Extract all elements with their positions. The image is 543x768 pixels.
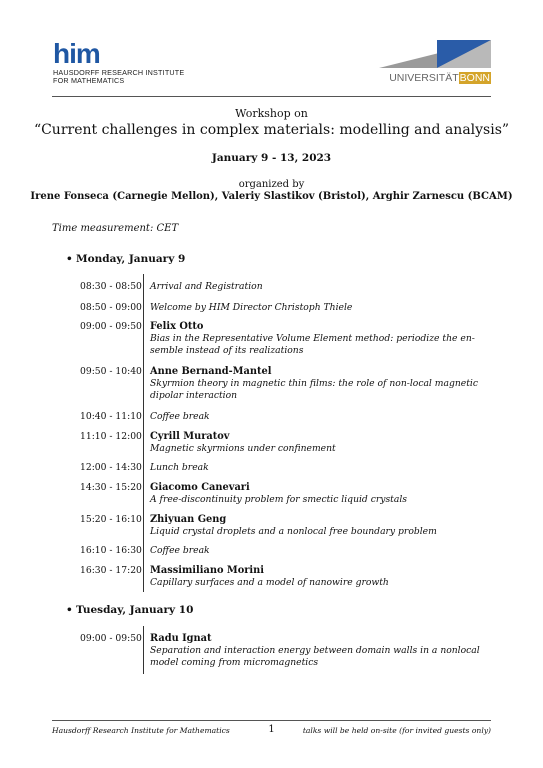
- entry-time: 12:00 - 14:30: [80, 462, 142, 473]
- entry-speaker: Zhiyuan Geng: [150, 514, 227, 525]
- day-heading-monday: [66, 253, 185, 266]
- day-heading-tuesday: [66, 604, 193, 617]
- entry-speaker: Felix Otto: [150, 321, 204, 332]
- footer-note: talks will be held on-site (for invited guests only): [302, 726, 491, 735]
- talk-title-line: Separation and interaction energy between domain walls in a nonlocal: [150, 645, 480, 656]
- workshop-title: “Current challenges in complex materials: modelling and analysis”: [33, 122, 510, 138]
- bullet-icon: •: [66, 253, 73, 265]
- talk-title-line: Magnetic skyrmions under confinement: [150, 443, 336, 454]
- entry-speaker: Massimiliano Morini: [150, 565, 264, 576]
- him-logo-subtitle: [53, 69, 184, 86]
- talk-title-line: semble instead of its realizations: [150, 345, 304, 356]
- entry-speaker: Anne Bernand-Mantel: [150, 366, 272, 377]
- entry-speaker: Giacomo Canevari: [150, 482, 250, 493]
- entry-title: Coffee break: [150, 411, 210, 422]
- entry-time: 11:10 - 12:00: [80, 431, 142, 442]
- entry-time: 09:00 - 09:50: [80, 633, 142, 644]
- schedule-divider-tuesday: [143, 626, 144, 674]
- organizers-list: Irene Fonseca (Carnegie Mellon), Valeriy Slastikov (Bristol), Arghir Zarnescu (BCAM): [30, 191, 513, 202]
- entry-time: 08:30 - 08:50: [80, 281, 142, 292]
- him-logo-line-2: FOR MATHEMATICS: [53, 76, 125, 86]
- entry-title: Coffee break: [150, 545, 210, 556]
- bonn-logo-text-prefix: UNIVERSITÄT: [389, 72, 459, 84]
- header-divider: [52, 96, 491, 97]
- entry-speaker: Radu Ignat: [150, 633, 212, 644]
- entry-speaker: Cyrill Muratov: [150, 431, 230, 442]
- organized-by-label: organized by: [238, 179, 305, 190]
- talk-title-line: Capillary surfaces and a model of nanowire growth: [150, 577, 389, 588]
- him-logo-word: him: [53, 38, 100, 69]
- entry-title: Welcome by HIM Director Christoph Thiele: [150, 302, 353, 313]
- university-bonn-logo: [379, 40, 491, 84]
- day-heading-text: Tuesday, January 10: [76, 604, 194, 616]
- talk-title-line: Liquid crystal droplets and a nonlocal free boundary problem: [150, 526, 437, 537]
- entry-time: 15:20 - 16:10: [80, 514, 142, 525]
- page-number: 1: [268, 724, 275, 735]
- workshop-dates: January 9 - 13, 2023: [211, 152, 332, 164]
- talk-title-line: Skyrmion theory in magnetic thin films: the role of non-local magnetic: [150, 378, 478, 389]
- time-measurement-note: Time measurement: CET: [52, 223, 179, 234]
- entry-time: 09:50 - 10:40: [80, 366, 142, 377]
- bonn-logo-text-highlight: BONN: [459, 72, 490, 84]
- schedule-divider-monday: [143, 274, 144, 592]
- talk-title-line: Bias in the Representative Volume Element method: periodize the en-: [150, 333, 475, 344]
- entry-time: 09:00 - 09:50: [80, 321, 142, 332]
- footer-institute: Hausdorff Research Institute for Mathematics: [52, 726, 230, 735]
- entry-title: Arrival and Registration: [150, 281, 263, 292]
- bonn-logo-mark-icon: [379, 40, 491, 68]
- entry-time: 10:40 - 11:10: [80, 411, 142, 422]
- him-logo-line-1: HAUSDORFF RESEARCH INSTITUTE: [53, 68, 185, 77]
- workshop-label: Workshop on: [235, 107, 308, 120]
- entry-title: Lunch break: [150, 462, 209, 473]
- entry-time: 08:50 - 09:00: [80, 302, 142, 313]
- bonn-logo-text: [389, 72, 491, 84]
- day-heading-text: Monday, January 9: [76, 253, 186, 265]
- talk-title-line: A free-discontinuity problem for smectic liquid crystals: [150, 494, 407, 505]
- talk-title-line: dipolar interaction: [150, 390, 238, 401]
- entry-time: 16:10 - 16:30: [80, 545, 142, 556]
- entry-time: 16:30 - 17:20: [80, 565, 142, 576]
- bullet-icon: •: [66, 604, 73, 616]
- entry-time: 14:30 - 15:20: [80, 482, 142, 493]
- talk-title-line: model coming from micromagnetics: [150, 657, 319, 668]
- footer-divider: [52, 720, 491, 721]
